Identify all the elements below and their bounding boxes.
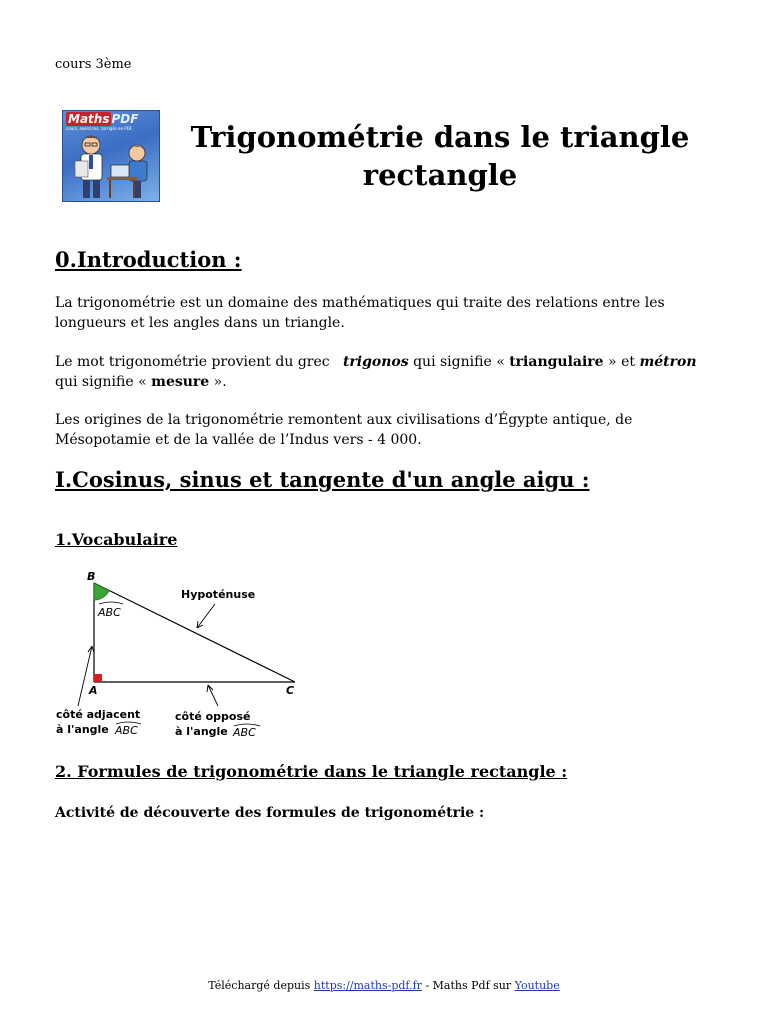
section-1-heading: I.Cosinus, sinus et tangente d'un angle aigu : xyxy=(55,467,590,492)
vertex-a-label: A xyxy=(89,684,98,697)
page-footer: Téléchargé depuis https://maths-pdf.fr - Maths Pdf sur Youtube xyxy=(208,979,560,992)
adjacent-angle-label: ABC xyxy=(115,724,138,737)
vocabulary-heading: 1.Vocabulaire xyxy=(55,530,178,549)
adjacent-label-line1: côté adjacent xyxy=(56,708,141,721)
activity-title: Activité de découverte des formules de trigonométrie : xyxy=(55,805,485,821)
formulas-heading: 2. Formules de trigonométrie dans le triangle rectangle : xyxy=(55,762,568,781)
logo-brand: Maths PDF xyxy=(68,112,139,126)
course-level: cours 3ème xyxy=(55,57,132,72)
maths-pdf-link[interactable]: https://maths-pdf.fr xyxy=(313,979,422,992)
intro-paragraph-1: La trigonométrie est un domaine des mathématiques qui traite des relations entre les longueurs et les angles dans un triangle. xyxy=(55,295,665,331)
page-title: Trigonométrie dans le triangle rectangle xyxy=(190,120,690,192)
adjacent-label-line2: à l'angle xyxy=(56,723,109,736)
right-angle-marker xyxy=(94,674,102,682)
logo-cartoon-icon xyxy=(63,131,159,201)
hypotenuse-label: Hypoténuse xyxy=(181,588,256,601)
angle-abc-label: ABC xyxy=(98,606,121,619)
opposite-label-line1: côté opposé xyxy=(175,710,251,723)
intro-paragraph-2: Le mot trigonométrie provient du grec trigonos qui signifie « triangulaire » et métron qui signifie « mesure ». xyxy=(55,354,697,390)
maths-pdf-logo xyxy=(62,110,160,202)
logo-tagline: cours, exercices, corrigés en PDF xyxy=(66,126,133,131)
opposite-label-line2: à l'angle xyxy=(175,725,228,738)
vertex-c-label: C xyxy=(286,684,295,697)
youtube-link[interactable]: Youtube xyxy=(514,979,560,992)
right-triangle-diagram xyxy=(55,566,315,746)
vertex-b-label: B xyxy=(87,570,96,583)
intro-paragraph-3: Les origines de la trigonométrie remontent aux civilisations d’Égypte antique, de Mésopotamie et de la vallée de l’Indus vers - 4 000. xyxy=(55,412,633,448)
intro-heading: 0.Introduction : xyxy=(55,247,242,272)
opposite-angle-label: ABC xyxy=(233,726,256,739)
angle-b-marker xyxy=(94,583,109,600)
